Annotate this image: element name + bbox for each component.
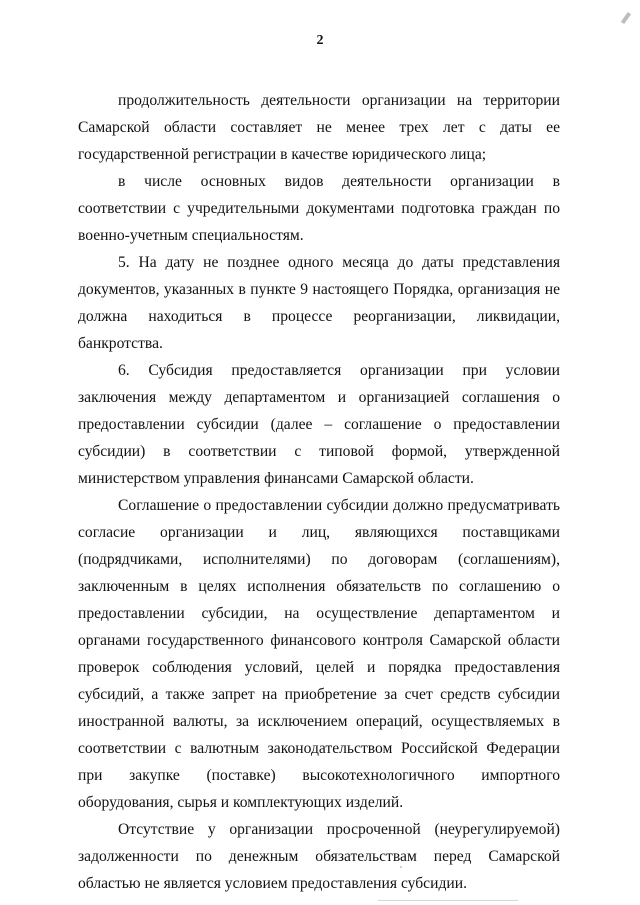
paragraph-duration-requirement: продолжительность деятельности организации на территории Самарской области составляет не менее трех лет с даты ее государственной регистрации в качестве юридического лица;: [78, 92, 560, 163]
paragraph-debt-absence: Отсутствие у организации просроченной (неурегулируемой) задолженности по денежным обязательствам перед Самарской областью не является условием предоставления субсидии.: [78, 821, 560, 892]
scan-artifact: [621, 12, 631, 24]
page-number: 2: [316, 33, 324, 48]
paragraph-agreement-terms: Соглашение о предоставлении субсидии должно предусматривать согласие организации и лиц, являющихся поставщиками (подрядчиками, исполнителями) по договорам (соглашениям), заключенным в целях исполнения обязательств по соглашению о предоставлении субсидии, на осуществление департаментом и органами государственного финансового контроля Самарской области проверок соблюдения условий, целей и порядка предоставления субсидий, а также запрет на приобретение за счет средств субсидии иностранной валюты, за исключением операций, осуществляемых в соответствии с валютным законодательством Российской Федерации при закупке (поставке) высокотехнологичного импортного оборудования, сырья и комплектующих изделий.: [78, 497, 560, 811]
paragraph-activity-types: в числе основных видов деятельности организации в соответствии с учредительными документами подготовка граждан по военно-учетным специальностям.: [78, 173, 560, 244]
document-body: [78, 87, 560, 897]
scan-artifact: [378, 900, 518, 901]
paragraph-clause-6: 6. Субсидия предоставляется организации при условии заключения между департаментом и организацией соглашения о предоставлении субсидии (далее – соглашение о предоставлении субсидии) в соответствии с типовой формой, утвержденной министерством управления финансами Самарской области.: [78, 362, 560, 487]
paragraph-clause-5: 5. На дату не позднее одного месяца до даты представления документов, указанных в пункте 9 настоящего Порядка, организация не должна находиться в процессе реорганизации, ликвидации, банкротства.: [78, 254, 560, 352]
scan-artifact: [400, 866, 402, 868]
